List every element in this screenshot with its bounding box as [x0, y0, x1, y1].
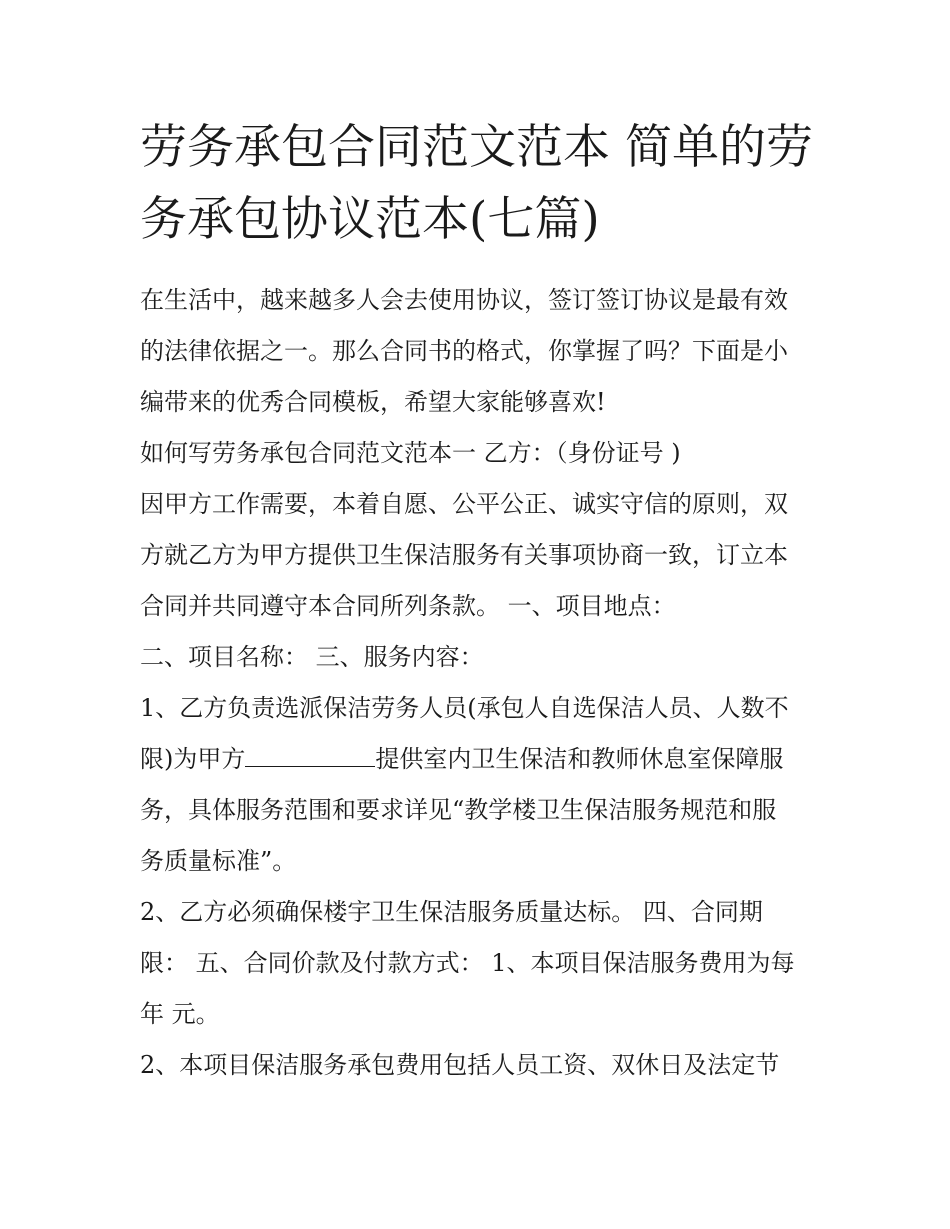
paragraph-line: 限： 五、合同价款及付款方式： 1、本项目保洁服务费用为每	[140, 949, 795, 977]
fill-in-blank	[245, 744, 375, 767]
paragraph-line: 2、乙方必须确保楼宇卫生保洁服务质量达标。 四、合同期	[140, 898, 763, 926]
paragraph-line: 方就乙方为甲方提供卫生保洁服务有关事项协商一致，订立本	[140, 541, 788, 569]
paragraph-line: 因甲方工作需要，本着自愿、公平公正、诚实守信的原则，双	[140, 490, 788, 518]
paragraph-line: 务，具体服务范围和要求详见“教学楼卫生保洁服务规范和服	[140, 796, 777, 824]
document-title: 劳务承包合同范文范本 简单的劳务承包协议范本(七篇)	[140, 120, 813, 247]
paragraph-line: 1、乙方负责选派保洁劳务人员(承包人自选保洁人员、人数不	[140, 694, 789, 722]
paragraph-line-with-blank	[140, 743, 783, 775]
paragraph-line: 务质量标准”。	[140, 847, 297, 875]
paragraph-line: 在生活中，越来越多人会去使用协议，签订签订协议是最有效	[140, 286, 788, 314]
paragraph-line: 二、项目名称： 三、服务内容：	[140, 643, 484, 671]
paragraph-line: 合同并共同遵守本合同所列条款。 一、项目地点：	[140, 592, 676, 620]
paragraph-line: 如何写劳务承包合同范文范本一 乙方：（身份证号 )	[140, 439, 681, 467]
paragraph-line: 的法律依据之一。那么合同书的格式，你掌握了吗？下面是小	[140, 337, 788, 365]
paragraph-line: 编带来的优秀合同模板，希望大家能够喜欢!	[140, 388, 606, 416]
line-text-before-blank: 限)为甲方	[140, 745, 246, 773]
paragraph-line: 年 元。	[140, 1000, 220, 1028]
line-text-after-blank: 提供室内卫生保洁和教师休息室保障服	[375, 745, 784, 773]
paragraph-line: 2、本项目保洁服务承包费用包括人员工资、双休日及法定节	[140, 1051, 780, 1079]
